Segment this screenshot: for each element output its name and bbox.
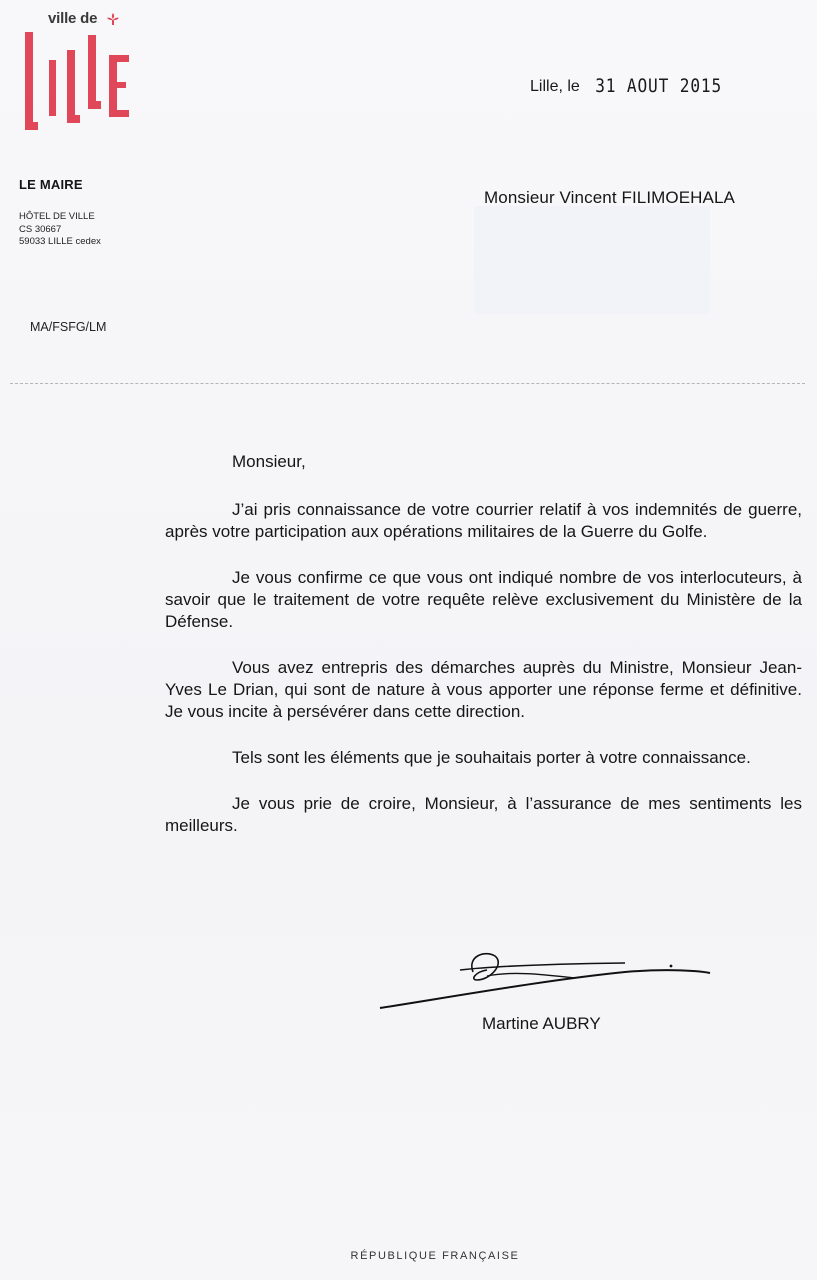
redacted-address-block (474, 206, 710, 314)
sender-address (19, 211, 101, 249)
address-line: 59033 LILLE cedex (19, 236, 101, 247)
letter-date (530, 74, 734, 96)
office-title: LE MAIRE (19, 177, 83, 192)
paragraph: Tels sont les éléments que je souhaitais porter à votre connaissance. (232, 748, 751, 767)
recipient-name: Monsieur Vincent FILIMOEHALA (484, 188, 735, 207)
reference-code: MA/FSFG/LM (30, 320, 107, 334)
logo-small-text: ville de (48, 10, 98, 27)
address-line: HÔTEL DE VILLE (19, 211, 95, 222)
handwritten-signature (375, 942, 720, 1017)
salutation: Monsieur, (232, 452, 306, 471)
footer-text: RÉPUBLIQUE FRANÇAISE (350, 1250, 520, 1262)
date-stamp: 31 AOUT 2015 (595, 75, 723, 97)
signer-name: Martine AUBRY (482, 1014, 601, 1033)
fold-line (10, 383, 805, 384)
address-line: CS 30667 (19, 223, 62, 235)
paragraph: Je vous prie de croire, Monsieur, à l’assurance de mes sentiments les meilleurs. (165, 794, 802, 835)
letter-body (165, 451, 802, 861)
paragraph: J’ai pris connaissance de votre courrier relatif à vos indemnités de guerre, après votre participation aux opérations militaires de la Guerre du Golfe. (165, 500, 802, 541)
paragraph: Je vous confirme ce que vous ont indiqué nombre de vos interlocuteurs, à savoir que le traitement de votre requête relève exclusivement du Ministère de la Défense. (165, 568, 802, 631)
date-place: Lille, le (530, 78, 580, 95)
lille-logo (24, 10, 134, 135)
paragraph: Vous avez entrepris des démarches auprès du Ministre, Monsieur Jean-Yves Le Drian, qui sont de nature à vous apporter une réponse ferme et définitive. Je vous incite à persévérer dans cette direction. (165, 658, 802, 721)
lille-logo-letters (24, 10, 134, 135)
